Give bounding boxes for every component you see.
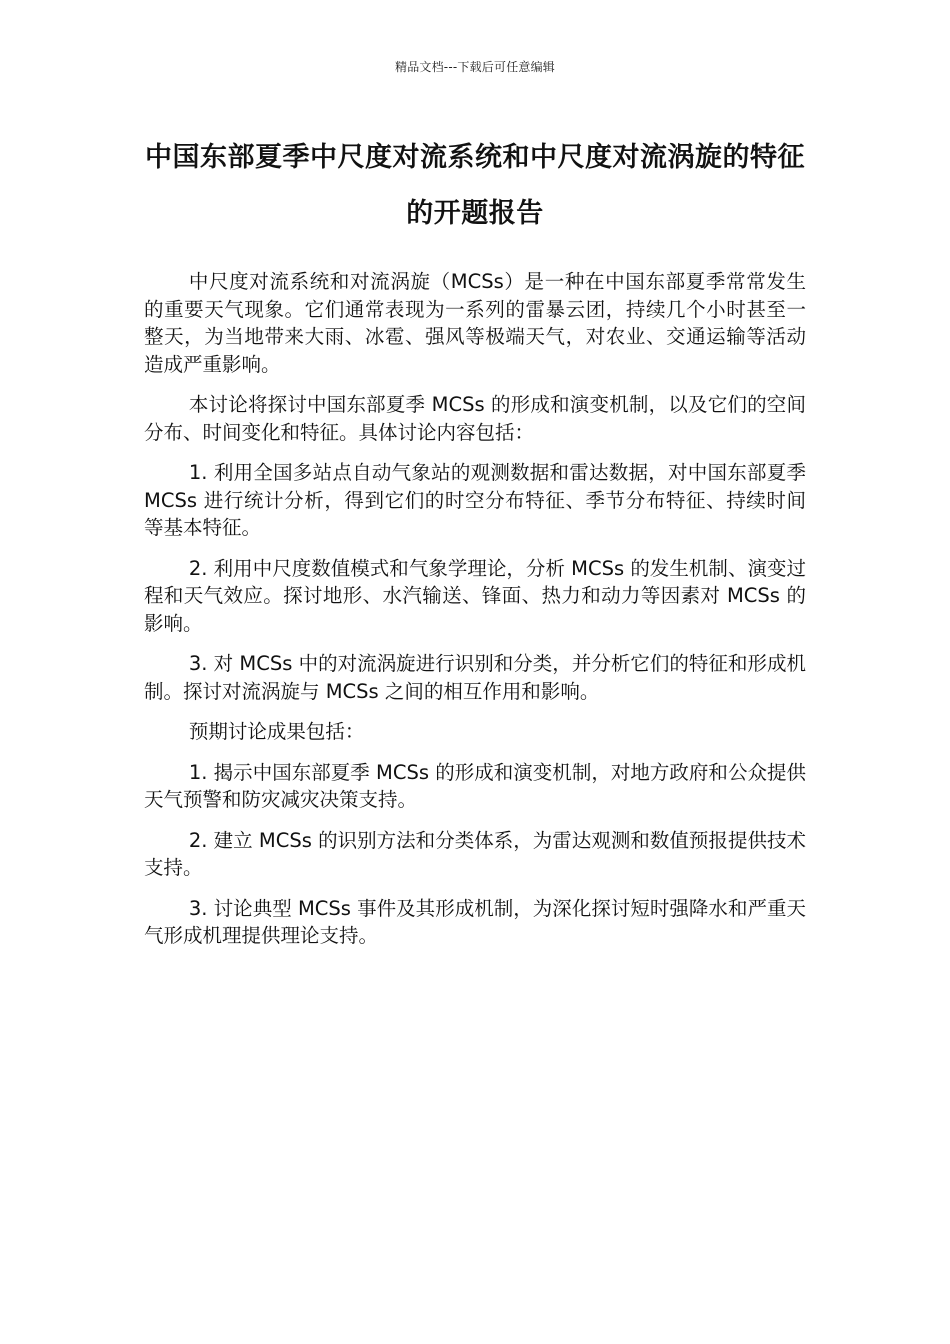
content-item-1: 1. 利用全国多站点自动气象站的观测数据和雷达数据，对中国东部夏季 MCSs 进行统计分析，得到它们的时空分布特征、季节分布特征、持续时间等基本特征。 (144, 461, 806, 539)
document-title: 中国东部夏季中尺度对流系统和中尺度对流涡旋的特征的开题报告 (145, 142, 805, 229)
scope-paragraph: 本讨论将探讨中国东部夏季 MCSs 的形成和演变机制，以及它们的空间分布、时间变化和特征。具体讨论内容包括： (144, 393, 806, 444)
result-item-3: 3. 讨论典型 MCSs 事件及其形成机制，为深化探讨短时强降水和严重天气形成机理提供理论支持。 (144, 896, 806, 947)
page-header: 精品文档---下载后可任意编辑 (395, 60, 555, 74)
document-body (144, 268, 806, 963)
intro-paragraph: 中尺度对流系统和对流涡旋（MCSs）是一种在中国东部夏季常常发生的重要天气现象。它们通常表现为一系列的雷暴云团，持续几个小时甚至一整天，为当地带来大雨、冰雹、强风等极端天气，对农业、交通运输等活动造成严重影响。 (144, 270, 806, 376)
result-item-2: 2. 建立 MCSs 的识别方法和分类体系，为雷达观测和数值预报提供技术支持。 (144, 828, 806, 879)
content-item-2: 2. 利用中尺度数值模式和气象学理论，分析 MCSs 的发生机制、演变过程和天气效应。探讨地形、水汽输送、锋面、热力和动力等因素对 MCSs 的影响。 (144, 556, 806, 635)
result-item-1: 1. 揭示中国东部夏季 MCSs 的形成和演变机制，对地方政府和公众提供天气预警和防灾减灾决策支持。 (144, 760, 806, 811)
content-item-3: 3. 对 MCSs 中的对流涡旋进行识别和分类，并分析它们的特征和形成机制。探讨对流涡旋与 MCSs 之间的相互作用和影响。 (144, 652, 806, 703)
expected-results-heading: 预期讨论成果包括： (188, 720, 365, 743)
